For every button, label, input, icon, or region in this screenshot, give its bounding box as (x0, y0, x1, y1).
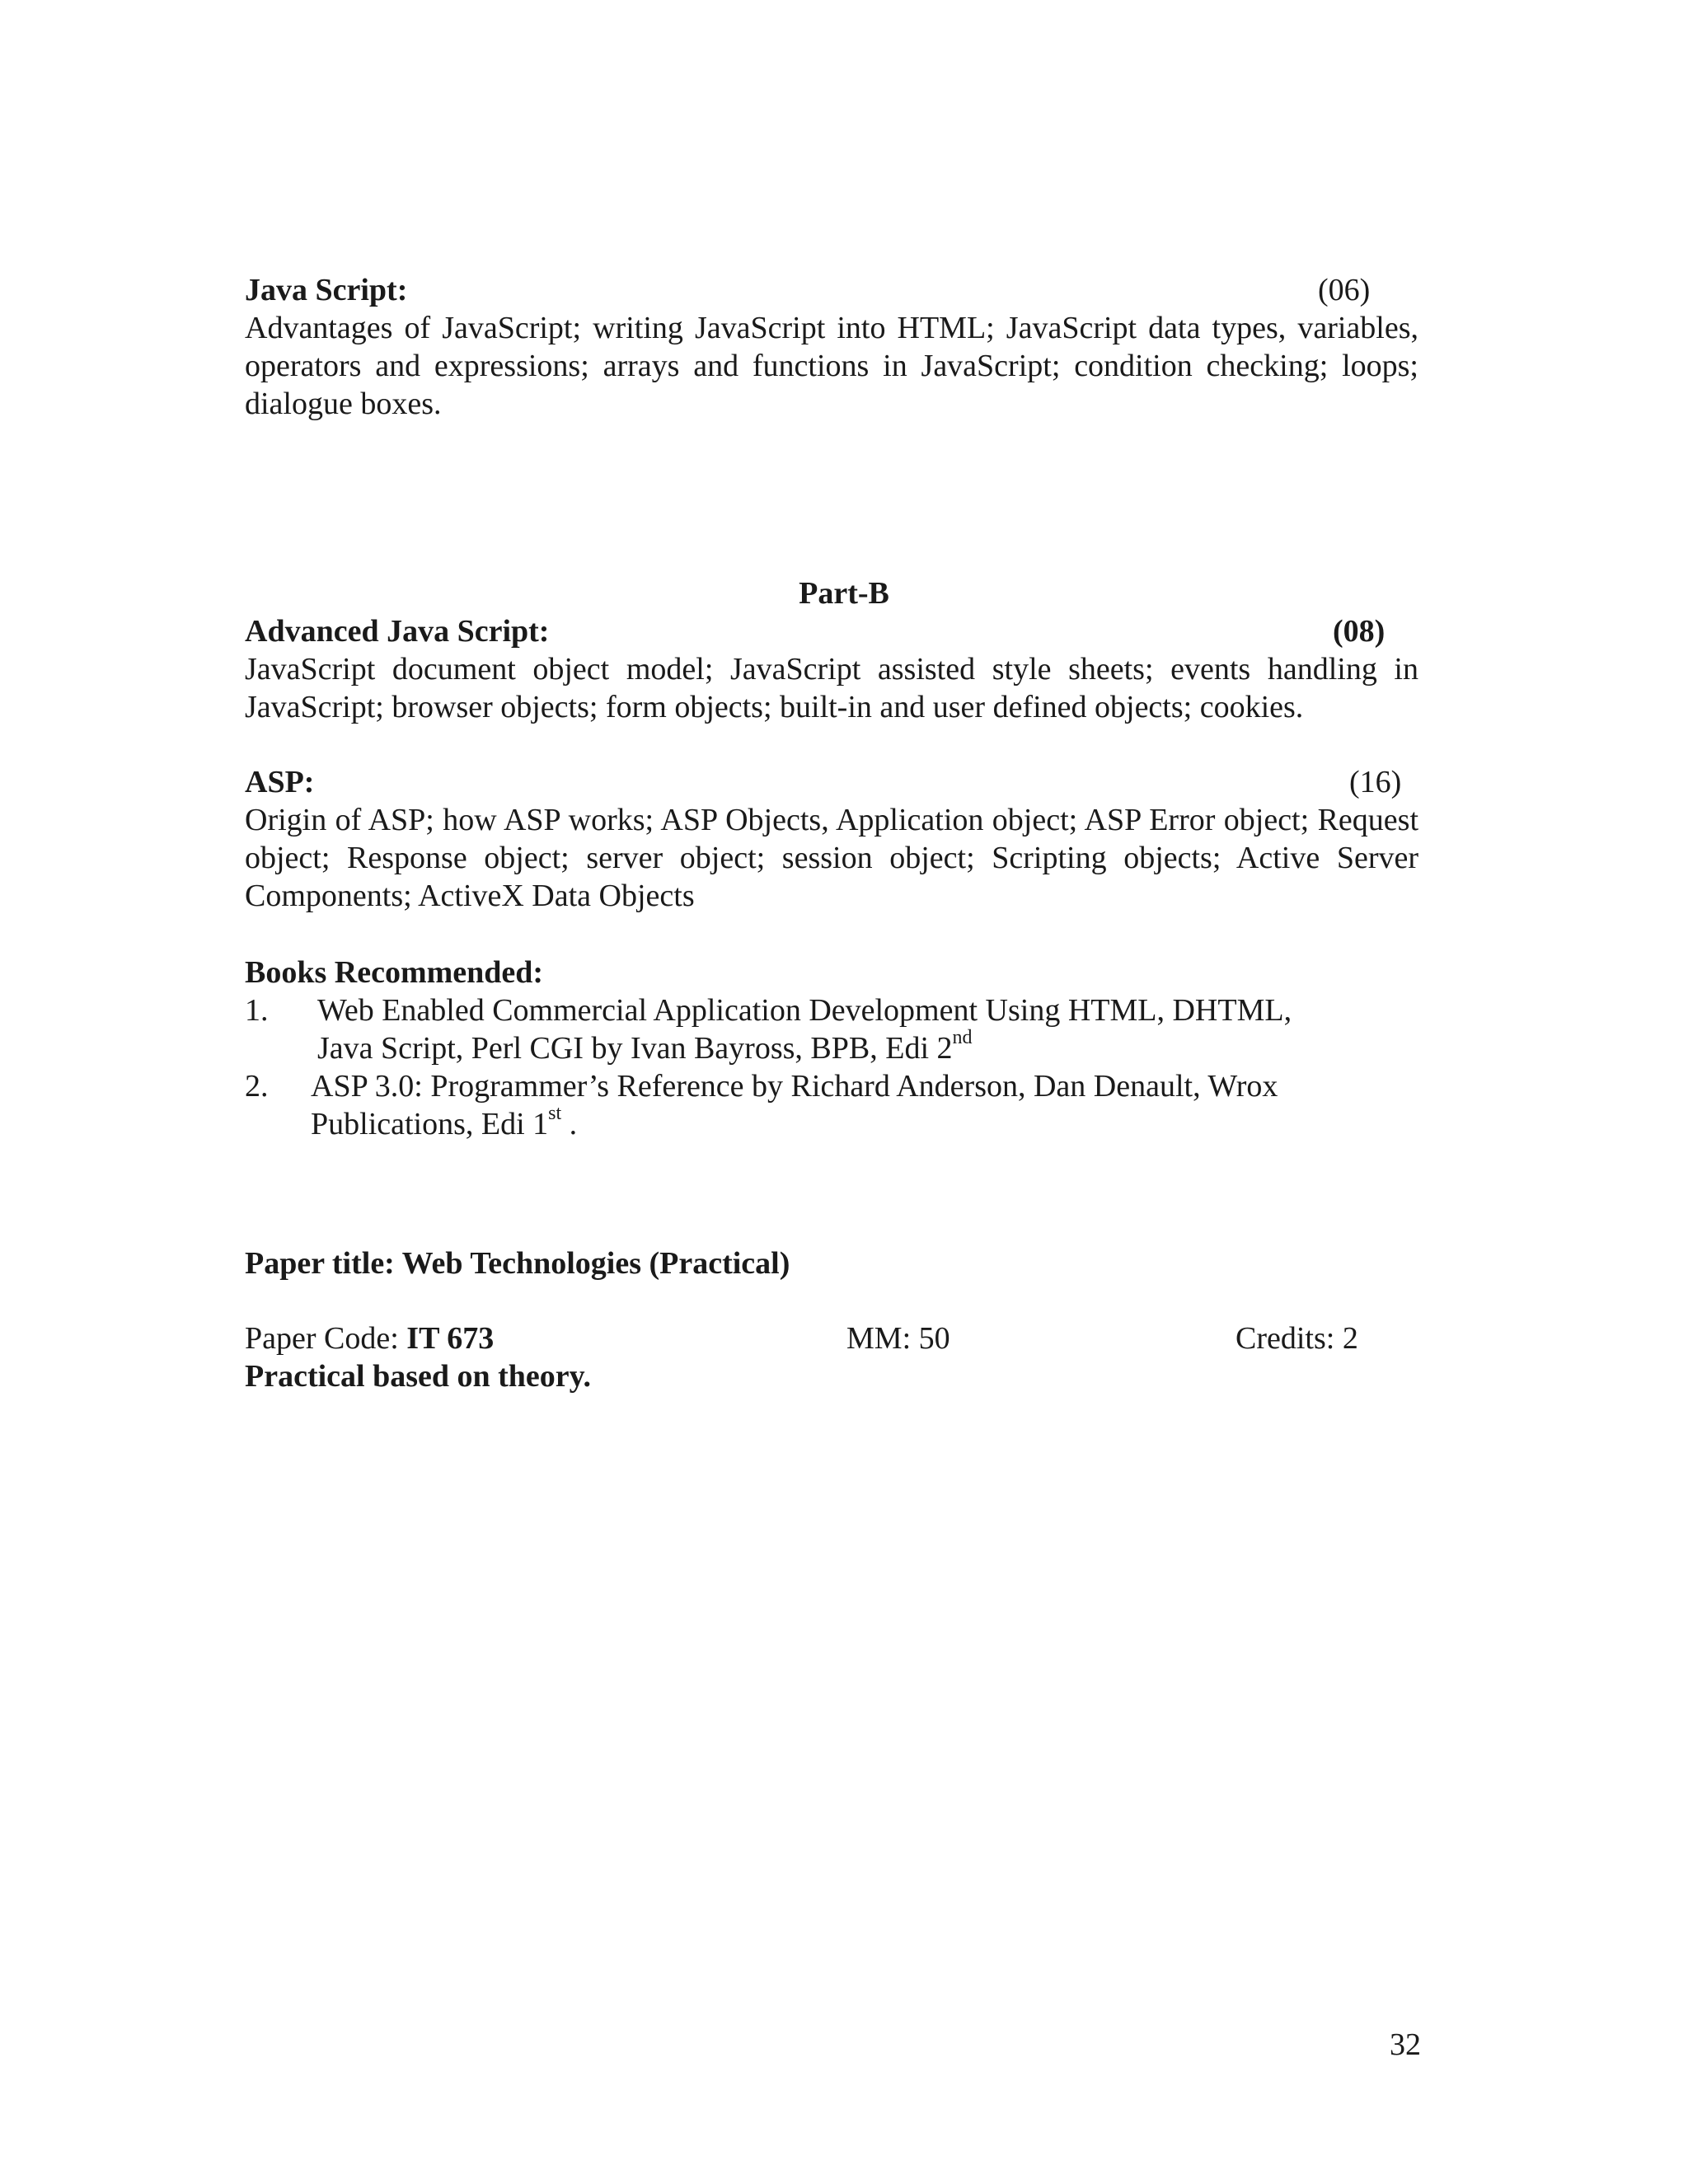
list-number: 2. (245, 1069, 269, 1104)
edition-superscript: st (548, 1103, 562, 1124)
practical-note: Practical based on theory. (245, 1359, 592, 1394)
advanced-javascript-heading-row (245, 612, 1418, 650)
section-title: Java Script: (245, 273, 408, 307)
book-line-end: . (561, 1107, 578, 1141)
asp-heading-row (245, 763, 1418, 801)
paper-code (245, 1319, 494, 1357)
book-line: ASP 3.0: Programmer’s Reference by Richard Anderson, Dan Denault, Wrox (311, 1069, 1278, 1104)
list-item (245, 1067, 1418, 1143)
list-number: 1. (245, 993, 269, 1028)
book-line-text: Java Script, Perl CGI by Ivan Bayross, BPB, Edi 2 (317, 1031, 953, 1066)
paper-title: Paper title: Web Technologies (Practical) (245, 1246, 790, 1281)
paper-code-label: Paper Code: (245, 1321, 407, 1356)
paper-code-row (245, 1319, 1418, 1357)
section-title: ASP: (245, 765, 315, 799)
list-item (245, 991, 1418, 1067)
section-marks: (06) (1318, 273, 1371, 307)
edition-superscript: nd (952, 1027, 973, 1048)
javascript-section (245, 271, 1418, 423)
advanced-javascript-section (245, 612, 1418, 726)
books-title: Books Recommended: (245, 955, 544, 990)
section-body: JavaScript document object model; JavaScript assisted style sheets; events handling in JavaScript; browser objects; form objects; built-in and user defined objects; cookies. (245, 652, 1418, 724)
credits: Credits: 2 (1236, 1321, 1358, 1356)
asp-section (245, 763, 1418, 915)
book-line-text: Publications, Edi 1 (311, 1107, 549, 1141)
part-heading: Part-B (799, 576, 889, 611)
section-marks: (16) (1349, 765, 1402, 799)
page-number: 32 (1390, 2027, 1421, 2062)
book-line: Web Enabled Commercial Application Development Using HTML, DHTML, (317, 993, 1292, 1028)
books-section (245, 954, 1418, 1143)
section-title: Advanced Java Script: (245, 614, 550, 649)
book-line (245, 1029, 1418, 1067)
paper-code-value: IT 673 (406, 1321, 495, 1356)
book-line (245, 1105, 1418, 1143)
javascript-heading-row (245, 271, 1418, 309)
section-body: Advantages of JavaScript; writing JavaScript into HTML; JavaScript data types, variables, operators and expressions; arrays and functions in JavaScript; condition checking; loops; dialogue boxes. (245, 311, 1418, 421)
section-body: Origin of ASP; how ASP works; ASP Objects, Application object; ASP Error object; Request object; Response object; server object; session object; Scripting objects; Active Server Components; ActiveX Data Objects (245, 803, 1418, 913)
section-marks: (08) (1333, 614, 1386, 649)
max-marks: MM: 50 (846, 1321, 950, 1356)
